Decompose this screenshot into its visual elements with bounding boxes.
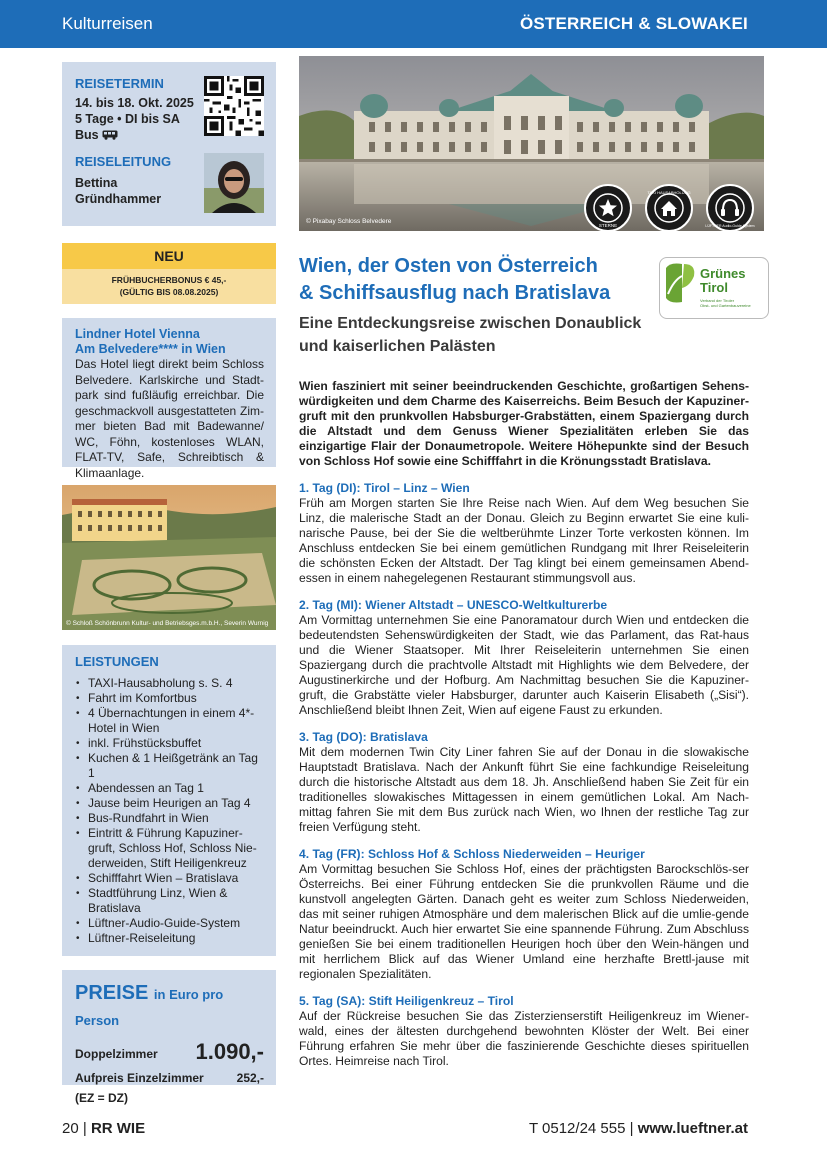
- headset-icon: [705, 186, 755, 230]
- list-item: • Lüftner-Audio-Guide-System: [75, 916, 266, 931]
- list-item: • Fahrt im Komfortbus: [75, 691, 266, 706]
- early-bird-text: [62, 269, 276, 304]
- audio-guide-badge: [706, 184, 754, 232]
- schloss-photo-caption: © Schloß Schönbrunn Kultur- und Betriebsges.m.b.H., Severin Wurnig: [66, 620, 269, 627]
- star-icon: [586, 186, 630, 230]
- stars-badge-label: STERNE: [598, 223, 618, 228]
- preise-subtitle: in Euro pro Person: [75, 987, 224, 1028]
- reisetermin-box: [62, 62, 276, 226]
- day-text: Am Vormittag unternehmen Sie eine Panoramatour durch Wien und entdecken die bedeutendsten Sehenswürdigkeiten der Stadt, wie das Parlament, das Rat-haus und die Wiener Staatsoper. Mit Ihrer Reiseleiterin unternehmen Sie einen Spaziergang durch die prachtvolle Altstadt mit Highlights wie dem Belvedere, der Augustinerkirche und der Hofburg. Am Nachmittag besuchen Sie die Kapuziner-gruft, die Grabstätte vieler Habsburger, darunter auch Kaiserin Elisabeth („Sisi“). Anschließend bleibt Ihnen Zeit, Wien auf eigene Faust zu erkunden.: [299, 613, 749, 717]
- house-icon: [647, 186, 691, 230]
- single-room-price: 252,-: [236, 1071, 264, 1085]
- leistungen-list: [75, 676, 266, 946]
- day-heading: 1. Tag (DI): Tirol – Linz – Wien: [299, 481, 470, 495]
- logo-small1: Verband der Tiroler: [700, 298, 735, 303]
- hotel-name-line1: Lindner Hotel Vienna: [75, 327, 200, 341]
- double-room-label: Doppelzimmer: [75, 1047, 158, 1061]
- stars-badge: [584, 184, 632, 232]
- preise-heading: [75, 981, 264, 1033]
- logo-line2: Tirol: [700, 280, 728, 295]
- list-item: • Jause beim Heurigen an Tag 4: [75, 796, 266, 811]
- taxi-badge: [645, 184, 693, 232]
- hero-photo-caption: © Pixabay Schloss Belvedere: [306, 218, 392, 225]
- list-item: • inkl. Frühstücksbuffet: [75, 736, 266, 751]
- audio-guide-badge-label: LÜFTNER Audio-Guide-System: [705, 224, 755, 228]
- hotel-description: Das Hotel liegt direkt beim Schloss Belvedere. Karlskirche und Stadt-park sind fußläufig erreichbar. Die geschmackvoll ausgestatteten Zim-mer bieten Bad mit Badewanne/ WC, Föhn, kostenloses WLAN, FLAT-TV, Safe, Schreibtisch & Klimaanlage.: [75, 357, 264, 480]
- logo-line1: Grünes: [700, 266, 746, 281]
- list-item: • Kuchen & 1 Heißgetränk an Tag 1: [75, 751, 266, 781]
- website-link[interactable]: www.lueftner.at: [637, 1120, 748, 1137]
- single-room-row: [75, 1071, 264, 1088]
- preise-box: [62, 970, 276, 1105]
- list-item: • TAXI-Hausabholung s. S. 4: [75, 676, 266, 691]
- reisetermin-label: REISETERMIN: [75, 76, 164, 91]
- transport-label: Bus: [75, 128, 99, 142]
- hotel-name-line2: Am Belvedere**** in Wien: [75, 342, 226, 356]
- list-item: • Abendessen an Tag 1: [75, 781, 266, 796]
- travel-days: 5 Tage • DI bis SA: [75, 112, 180, 126]
- leader-last-name: Gründhammer: [75, 192, 162, 206]
- logo-small2: Obst- und Gartenbauvereine: [700, 303, 751, 308]
- day-text: Mit dem modernen Twin City Liner fahren Sie auf der Donau in die slowakische Hauptstadt Bratislava. Nach der Ankunft führt Sie eine fachkundige Reiseleitung durch die historische Altstadt aus dem 18. Jh. Anschließend haben Sie Zeit für ein traditionelles slowakisches Mittagessen in einem gemütlichen Lokal. Am Nach-mittag fahren Sie mit dem Bus zurück nach Wien, wo Ihnen der restliche Tag zur freien Verfügung steht.: [299, 745, 749, 834]
- trip-code: RR WIE: [90, 1120, 146, 1137]
- early-bird-line2: (GÜLTIG BIS 08.08.2025): [119, 287, 219, 297]
- single-room-note: (EZ = DZ): [75, 1091, 128, 1105]
- day-text: Früh am Morgen starten Sie Ihre Reise nach Wien. Auf dem Weg besuchen Sie Linz, die malerische Stadt an der Donau. Gleich zu Beginn erwartet Sie eine kuli-narische Pause, bei der Sie die weltberühmte Linzer Torte verkosten können. Im Anschluss entdecken Sie bei einem gemütlichen Rundgang mit Ihrer Reiseleiterin die schönsten Ecken der Altstadt. Der Tag klingt bei einem gemeinsamen Abend-essen in einem nahegelegenen Restaurant stimmungsvoll aus.: [299, 496, 749, 585]
- article-subtitle-line2: und kaiserlichen Palästen: [299, 338, 496, 355]
- single-room-label: Aufpreis Einzelzimmer: [75, 1071, 204, 1085]
- list-item: • Stadtführung Linz, Wien & Bratislava: [75, 886, 266, 916]
- phone-number: T 0512/24 555: [528, 1120, 626, 1137]
- hero-photo: [299, 56, 764, 231]
- hotel-box: [62, 318, 276, 480]
- day-heading: 4. Tag (FR): Schloss Hof & Schloss Niederweiden – Heuriger: [299, 847, 645, 861]
- day-heading: 3. Tag (DO): Bratislava: [299, 730, 428, 744]
- day-heading: 2. Tag (MI): Wiener Altstadt – UNESCO-Weltkulturerbe: [299, 598, 608, 612]
- travel-date: 14. bis 18. Okt. 2025: [75, 96, 194, 110]
- preise-title: PREISE: [75, 982, 149, 1004]
- article-subtitle-line1: Eine Entdeckungsreise zwischen Donaublick: [299, 315, 642, 332]
- gruenes-tirol-logo: [659, 257, 769, 319]
- page-footer-left: [62, 1120, 145, 1137]
- early-bird-line1: FRÜHBUCHERBONUS € 45,-: [111, 275, 227, 285]
- leistungen-label: LEISTUNGEN: [75, 654, 159, 669]
- taxi-badge-label: TAXI HAUSABHOLUNG: [647, 190, 691, 195]
- footer-separator: |: [629, 1120, 638, 1137]
- promo-box: [62, 243, 276, 304]
- bus-icon: [102, 130, 118, 140]
- list-item: • Schifffahrt Wien – Bratislava: [75, 871, 266, 886]
- list-item: • 4 Übernachtungen in einem 4*-Hotel in Wien: [75, 706, 266, 736]
- list-item: • Lüftner-Reiseleitung: [75, 931, 266, 946]
- leistungen-box: [62, 645, 276, 956]
- category-label: Kulturreisen: [62, 14, 153, 33]
- page-footer-right: [529, 1120, 748, 1137]
- article-subtitle: [299, 312, 659, 358]
- leader-first-name: Bettina: [75, 176, 118, 190]
- qr-code[interactable]: [204, 76, 264, 136]
- footer-separator: |: [82, 1120, 91, 1137]
- list-item: • Eintritt & Führung Kapuziner-gruft, Schloss Hof, Schloss Nie-derweiden, Stift Heiligenkreuz: [75, 826, 266, 871]
- leader-photo: [204, 153, 264, 213]
- header-bar: [0, 0, 827, 48]
- article-body: [299, 379, 749, 1069]
- article-title-line2: & Schiffsausflug nach Bratislava: [299, 282, 611, 304]
- article-title-line1: Wien, der Osten von Österreich: [299, 255, 598, 277]
- double-room-row: [75, 1039, 264, 1065]
- article-title: [299, 253, 659, 307]
- day-heading: 5. Tag (SA): Stift Heiligenkreuz – Tirol: [299, 994, 514, 1008]
- schloss-photo: [62, 485, 276, 630]
- article-intro: Wien fasziniert mit seiner beeindruckenden Geschichte, großartigen Sehens-würdigkeiten und dem Charme des Kaiserreichs. Beim Besuch der Kapuziner-gruft mit den prunkvollen Habsburger-Grabstätten, einem Spaziergang durch die Altstadt und dem Genuss Wiener Spezialitäten erleben Sie das einzigartige Flair der Donaumetropole. Weitere Höhepunkte sind der Besuch von Schloss Hof sowie eine Schifffahrt in die Krönungsstadt Bratislava.: [299, 379, 749, 468]
- list-item: • Bus-Rundfahrt in Wien: [75, 811, 266, 826]
- day-text: Auf der Rückreise besuchen Sie das Zisterzienserstift Heiligenkreuz im Wiener-wald, eines der ältesten durchgehend bewohnten Klöster der Welt. Bei einer Führung erfahren Sie mehr über die faszinierende Geschichte dieses spirituellen Ortes. Heimreise nach Tirol.: [299, 1009, 749, 1068]
- double-room-price: 1.090,-: [195, 1039, 264, 1064]
- page-number: 20: [62, 1120, 79, 1137]
- day-text: Am Vormittag besuchen Sie Schloss Hof, eines der prächtigsten Barockschlös-ser Österreichs. Bei einer Führung entdecken Sie die prunkvollen Räume und die kunstvoll angelegten Gärten. Danach geht es weiter zum Schloss Niederweiden, das mit seiner ruhigen Atmosphäre und dem malerischen Blick auf die umlie-gende Natur beeindruckt. Auch hier erwartet Sie eine spannende Führung. Zum Abschluss genießen Sie bei einem traditionellen Heurigen hoch über den Wein-hängen und mit herrlichem Blick auf das Wiener Umland eine herzhafte Brettl-jause mit regionalen Spezialitäten.: [299, 862, 749, 981]
- reiseleitung-label: REISELEITUNG: [75, 154, 172, 169]
- region-label: ÖSTERREICH & SLOWAKEI: [519, 14, 748, 33]
- new-badge: NEU: [62, 243, 276, 269]
